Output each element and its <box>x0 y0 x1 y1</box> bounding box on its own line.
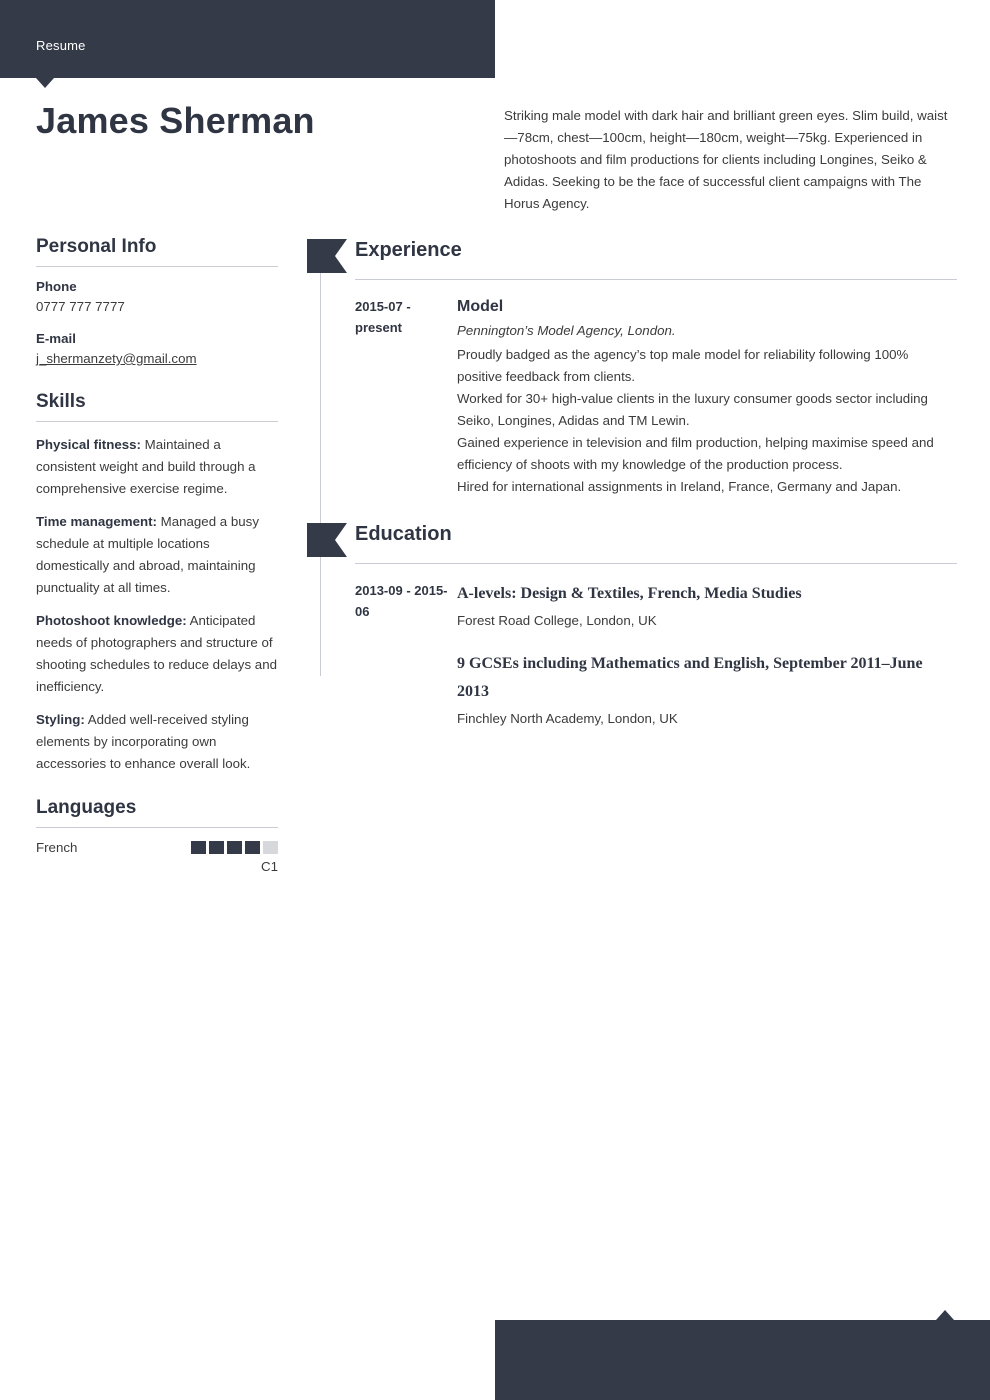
job-bullet: Gained experience in television and film production, helping maximise speed and efficiency of shoots with my knowledge of the production process. <box>457 435 934 472</box>
footer-notch <box>936 1310 954 1320</box>
skill-text: Anticipated needs of photographers and structure of shooting schedules to reduce delays and inefficiency. <box>36 613 277 694</box>
personal-info-title: Personal Info <box>36 236 157 257</box>
section-personal-info <box>36 236 278 369</box>
level-bar <box>191 841 206 854</box>
skill-item <box>36 610 278 698</box>
header-label: Resume <box>36 38 86 53</box>
header-notch <box>36 78 54 88</box>
phone-value: 0777 777 7777 <box>36 299 125 314</box>
education-title: Education <box>355 523 452 545</box>
section-languages <box>36 797 278 874</box>
skill-text: Maintained a consistent weight and build through a comprehensive exercise regime. <box>36 437 256 496</box>
skill-item <box>36 709 278 775</box>
job-company: Pennington’s Model Agency, London. <box>457 323 676 338</box>
language-level-label: C1 <box>261 859 278 874</box>
main-content <box>307 236 957 760</box>
languages-title: Languages <box>36 797 137 818</box>
section-education <box>307 520 957 748</box>
skill-text: Added well-received styling elements by incorporating own accessories to enhance overall look. <box>36 712 251 771</box>
entry-body <box>457 296 957 498</box>
level-bar <box>209 841 224 854</box>
language-level-meter <box>191 841 278 854</box>
email-label: E-mail <box>36 331 76 346</box>
page-title: James Sherman <box>36 100 315 141</box>
divider <box>36 421 278 422</box>
experience-header <box>307 236 957 273</box>
email-value[interactable] <box>36 349 278 369</box>
entry-date: 2013-09 - 2015-06 <box>355 583 448 619</box>
education-school: Forest Road College, London, UK <box>457 613 657 628</box>
language-name: French <box>36 840 78 855</box>
education-school: Finchley North Academy, London, UK <box>457 711 678 726</box>
experience-entry <box>355 296 957 498</box>
profile-summary: Striking male model with dark hair and brilliant green eyes. Slim build, waist—78cm, chest—100cm, height—180cm, weight—75kg. Experienced in photoshoots and film productions for clients including Longines, Seiko & Adidas. Seeking to be the face of successful client campaigns with The Horus Agency. <box>504 108 948 211</box>
experience-title: Experience <box>355 239 462 261</box>
skill-item <box>36 511 278 599</box>
skill-name: Physical fitness: <box>36 437 141 452</box>
section-experience <box>307 236 957 498</box>
phone-label: Phone <box>36 279 77 294</box>
skill-name: Photoshoot knowledge: <box>36 613 187 628</box>
skill-name: Styling: <box>36 712 85 727</box>
education-degree: A-levels: Design & Textiles, French, Media Studies <box>457 585 802 602</box>
level-bar <box>227 841 242 854</box>
flag-marker-icon <box>307 523 347 557</box>
skills-title: Skills <box>36 391 86 412</box>
header-bar <box>0 0 495 78</box>
education-header <box>307 520 957 557</box>
skill-text: Managed a busy schedule at multiple locations domestically and abroad, maintaining punctuality at all times. <box>36 514 259 595</box>
flag-marker-icon <box>307 239 347 273</box>
divider <box>36 266 278 267</box>
job-bullet: Worked for 30+ high-value clients in the luxury consumer goods sector including Seiko, Longines, Adidas and TM Lewin. <box>457 391 928 428</box>
education-degree: 9 GCSEs including Mathematics and English, September 2011–June 2013 <box>457 655 923 700</box>
email-link[interactable]: j_shermanzety@gmail.com <box>36 351 197 366</box>
education-entry <box>355 580 957 748</box>
level-bar <box>245 841 260 854</box>
job-bullet: Proudly badged as the agency’s top male model for reliability following 100% positive feedback from clients. <box>457 347 909 384</box>
divider <box>36 827 278 828</box>
section-skills <box>36 391 278 775</box>
level-bar <box>263 841 278 854</box>
language-row <box>36 840 278 855</box>
entry-body <box>457 580 957 748</box>
job-bullet: Hired for international assignments in Ireland, France, Germany and Japan. <box>457 479 902 494</box>
skill-name: Time management: <box>36 514 157 529</box>
entry-date: 2015-07 - present <box>355 299 411 335</box>
footer-bar <box>495 1320 990 1400</box>
divider <box>355 279 957 280</box>
skill-item <box>36 434 278 500</box>
sidebar <box>36 236 278 874</box>
divider <box>355 563 957 564</box>
job-title: Model <box>457 298 504 315</box>
